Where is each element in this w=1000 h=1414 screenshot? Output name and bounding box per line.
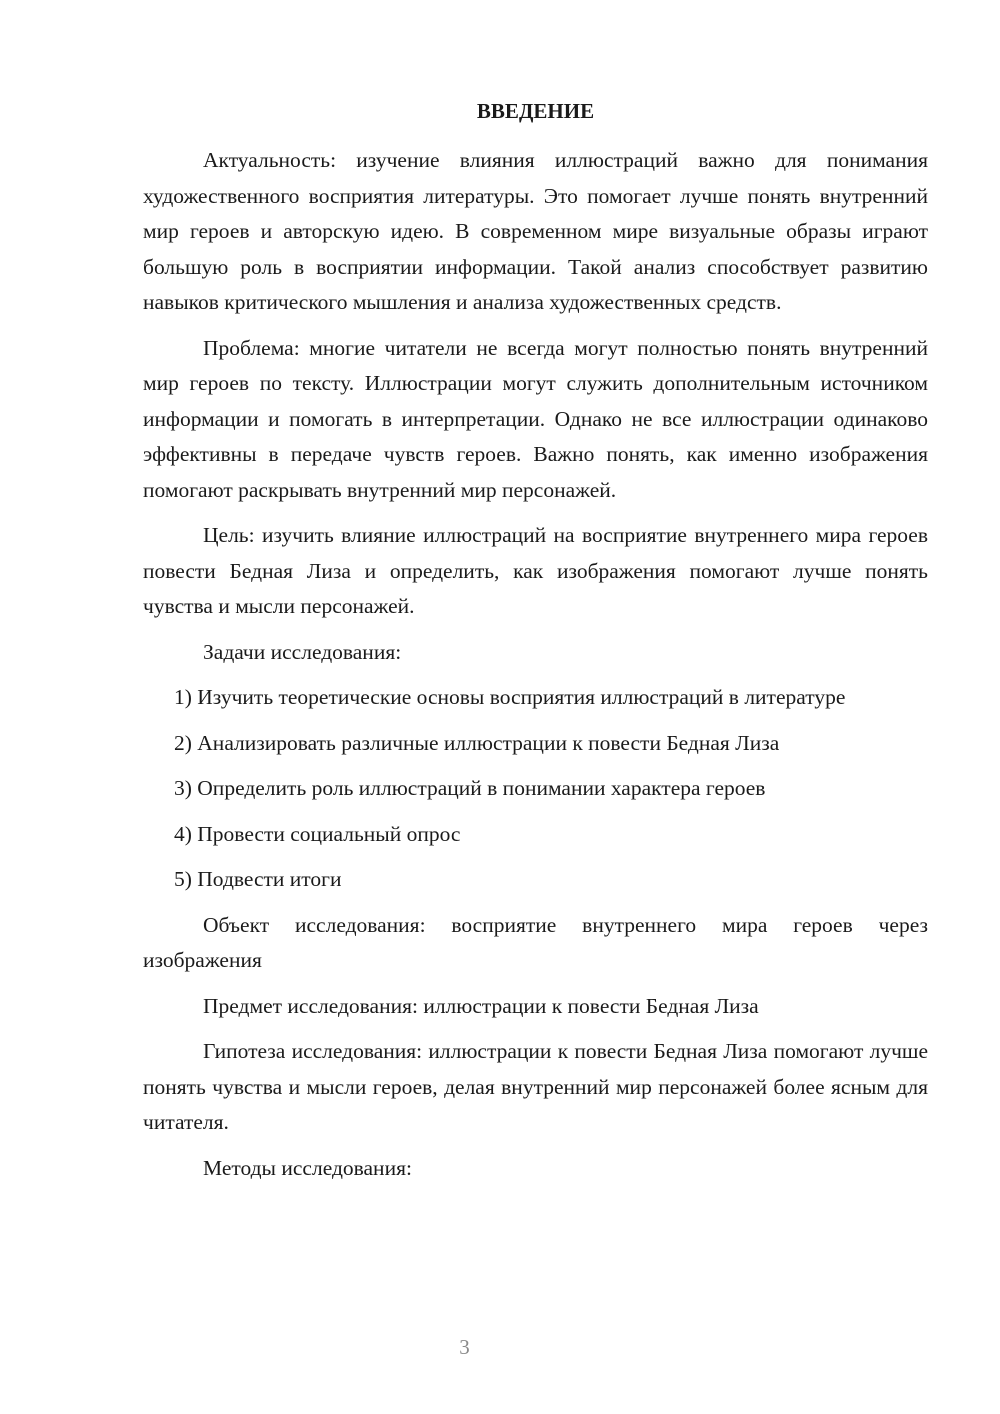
section-heading: ВВЕДЕНИЕ [476, 99, 595, 123]
task-item: 1) Изучить теоретические основы восприятия иллюстраций в литературе [174, 685, 846, 709]
relevance-paragraph: Актуальность: изучение влияния иллюстраций важно для понимания художественного восприятия литературы. Это помогает лучше понять внутренний мир героев и авторскую идею. В современном мире визуальные образы играют большую роль в восприятии информации. Такой анализ способствует развитию навыков критического мышления и анализа художественных средств. [143, 148, 928, 314]
page-number: 3 [459, 1335, 470, 1359]
task-item: 4) Провести социальный опрос [174, 821, 461, 846]
methods-heading: Методы исследования: [203, 1155, 412, 1180]
task-item: 5) Подвести итоги [174, 867, 342, 891]
tasks-heading: Задачи исследования: [203, 639, 402, 664]
object-paragraph: Объект исследования: восприятие внутреннего мира героев через изображения [143, 912, 928, 972]
subject-paragraph: Предмет исследования: иллюстрации к повести Бедная Лиза [203, 993, 759, 1018]
page-content [143, 96, 928, 1196]
hypothesis-paragraph: Гипотеза исследования: иллюстрации к повести Бедная Лиза помогают лучше понять чувства и мысли героев, делая внутренний мир персонажей более ясным для читателя. [143, 1039, 928, 1134]
task-item: 3) Определить роль иллюстраций в понимании характера героев [174, 776, 766, 800]
goal-paragraph: Цель: изучить влияние иллюстраций на восприятие внутреннего мира героев повести Бедная Лиза и определить, как изображения помогают лучше понять чувства и мысли персонажей. [143, 523, 928, 618]
problem-paragraph: Проблема: многие читатели не всегда могут полностью понять внутренний мир героев по тексту. Иллюстрации могут служить дополнительным источником информации и помогать в интерпретации. Однако не все иллюстрации одинаково эффективны в передаче чувств героев. Важно понять, как именно изображения помогают раскрывать внутренний мир персонажей. [143, 335, 928, 502]
task-item: 2) Анализировать различные иллюстрации к повести Бедная Лиза [174, 730, 780, 755]
